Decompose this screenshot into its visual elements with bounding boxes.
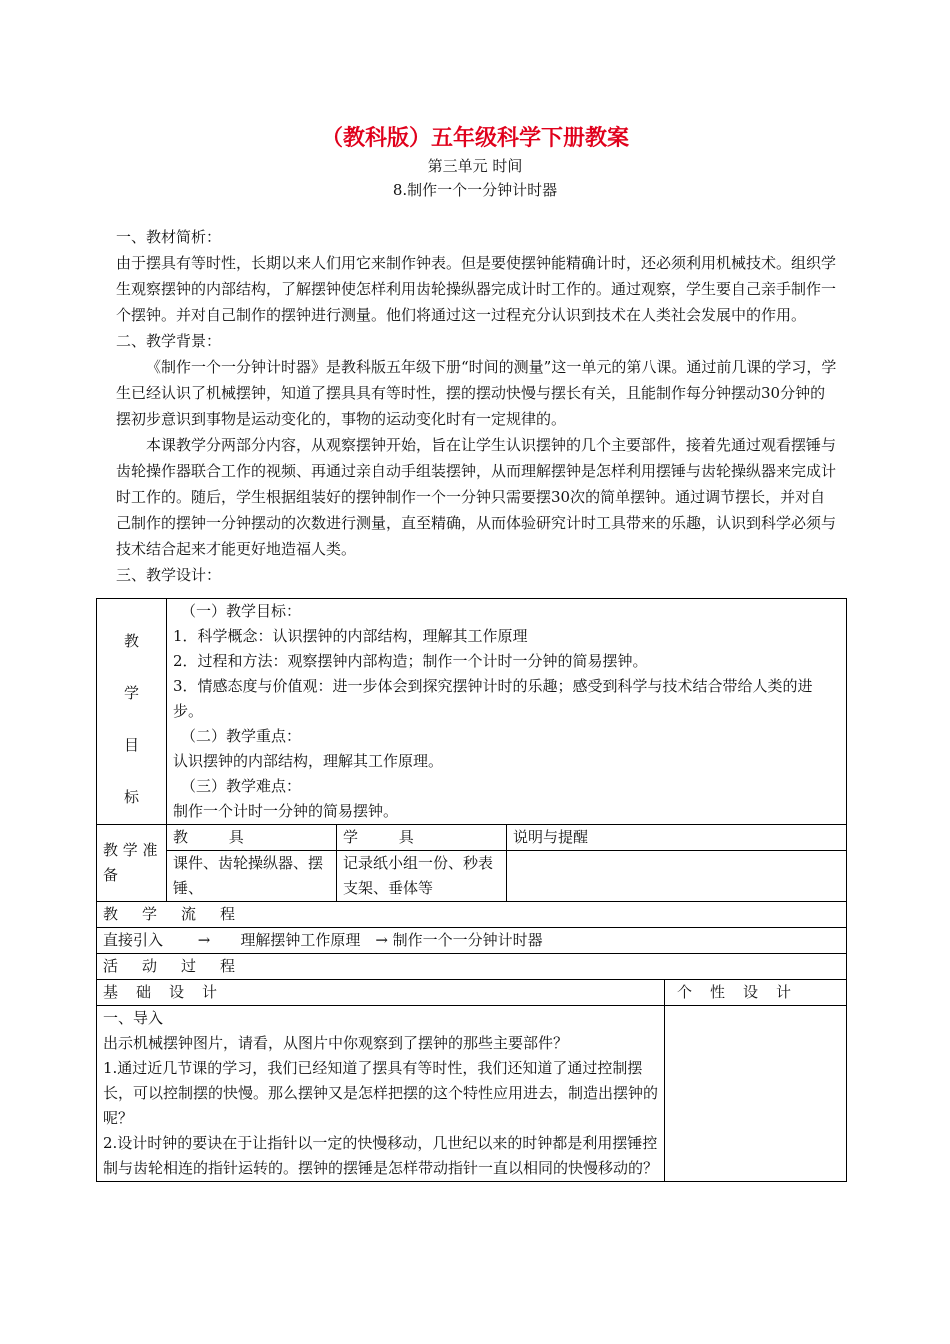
lesson-plan-table — [96, 598, 847, 1182]
flow-row — [97, 928, 847, 954]
section-heading-analysis: 一、教材简析： — [116, 228, 222, 246]
goals-content: （一）教学目标： 1．科学概念：认识摆钟的内部结构，理解其工作原理 2．过程和方法：观察摆钟内部构造；制作一个计时一分钟的简易摆钟。 3．情感态度与价值观：进一步体会到探究摆钟计时的乐趣；感受到科学与技术结合带给人类的进步。 （二）教学重点： 认识摆钟的内部结构，理解其工作原理。 （三）教学难点： 制作一个计时一分钟的简易摆钟。 — [167, 599, 847, 825]
intro-section — [116, 224, 838, 588]
flow-label-row — [97, 902, 847, 928]
flow-steps: 直接引入 → 理解摆钟工作原理 → 制作一个一分钟计时器 — [97, 928, 847, 954]
lesson-title: 8.制作一个一分钟计时器 — [392, 181, 558, 199]
basic-design-header: 基础设计 — [97, 980, 665, 1006]
teaching-tools: 课件、齿轮操纵器、摆锤、 — [167, 851, 337, 902]
activity-label-row — [97, 954, 847, 980]
goals-row — [97, 599, 847, 825]
background-text-1: 《制作一个一分钟计时器》是教科版五年级下册“时间的测量”这一单元的第八课。通过前几课的学习，学生已经认识了机械摆钟，知道了摆具具有等时性，摆的摆动快慢与摆长有关，且能制作每分钟摆动30分钟的摆初步意识到事物是运动变化的，事物的运动变化时有一定规律的。 — [116, 358, 837, 428]
section-heading-design: 三、教学设计： — [116, 566, 222, 584]
background-text-2: 本课教学分两部分内容，从观察摆钟开始，旨在让学生认识摆钟的几个主要部件，接着先通过观看摆锤与齿轮操作器联合工作的视频、再通过亲自动手组装摆钟，从而理解摆钟是怎样利用摆锤与齿轮操纵器来完成计时工作的。随后，学生根据组装好的摆钟制作一个一分钟只需要摆30次的简单摆钟。通过调节摆长，并对自己制作的摆钟一分钟摆动的次数进行测量，直至精确，从而体验研究计时工具带来的乐趣，认识到科学必须与技术结合起来才能更好地造福人类。 — [116, 436, 837, 558]
document-title: （教科版）五年级科学下册教案 — [320, 126, 629, 151]
analysis-text: 由于摆具有等时性，长期以来人们用它来制作钟表。但是要使摆钟能精确计时，还必须利用机械技术。组织学生观察摆钟的内部结构，了解摆钟使怎样利用齿轮操纵器完成计时工作的。通过观察，学生要自己亲手制作一个摆钟。并对自己制作的摆钟进行测量。他们将通过这一过程充分认识到技术在人类社会发展中的作用。 — [116, 254, 837, 324]
design-header-row — [97, 980, 847, 1006]
prep-label: 教 学 准备 — [97, 825, 167, 902]
personal-design-content — [665, 1006, 847, 1182]
activity-label: 活动过程 — [97, 954, 847, 980]
section-heading-background: 二、教学背景： — [116, 332, 222, 350]
flow-label: 教学流程 — [97, 902, 847, 928]
design-content-row — [97, 1006, 847, 1182]
notes — [507, 851, 847, 902]
basic-design-content: 一、导入 出示机械摆钟图片，请看，从图片中你观察到了摆钟的那些主要部件？ 1.通过近几节课的学习，我们已经知道了摆具有等时性，我们还知道了通过控制摆长，可以控制摆的快慢。那么摆钟又是怎样把摆的这个特性应用进去，制造出摆钟的呢？ 2.设计时钟的要诀在于让指针以一定的快慢移动，几世纪以来的时钟都是利用摆锤控制与齿轮相连的指针运转的。摆钟的摆锤是怎样带动指针一直以相同的快慢移动的？ — [97, 1006, 665, 1182]
notes-header: 说明与提醒 — [507, 825, 847, 851]
student-tools-header: 学 具 — [337, 825, 507, 851]
student-tools: 记录纸小组一份、秒表支架、垂体等 — [337, 851, 507, 902]
prep-header-row — [97, 825, 847, 851]
teaching-tools-header: 教 具 — [167, 825, 337, 851]
personal-design-header: 个性设计 — [665, 980, 847, 1006]
unit-title: 第三单元 时间 — [427, 157, 523, 175]
prep-content-row — [97, 851, 847, 902]
goals-label: 教 学 目 标 — [97, 599, 167, 825]
